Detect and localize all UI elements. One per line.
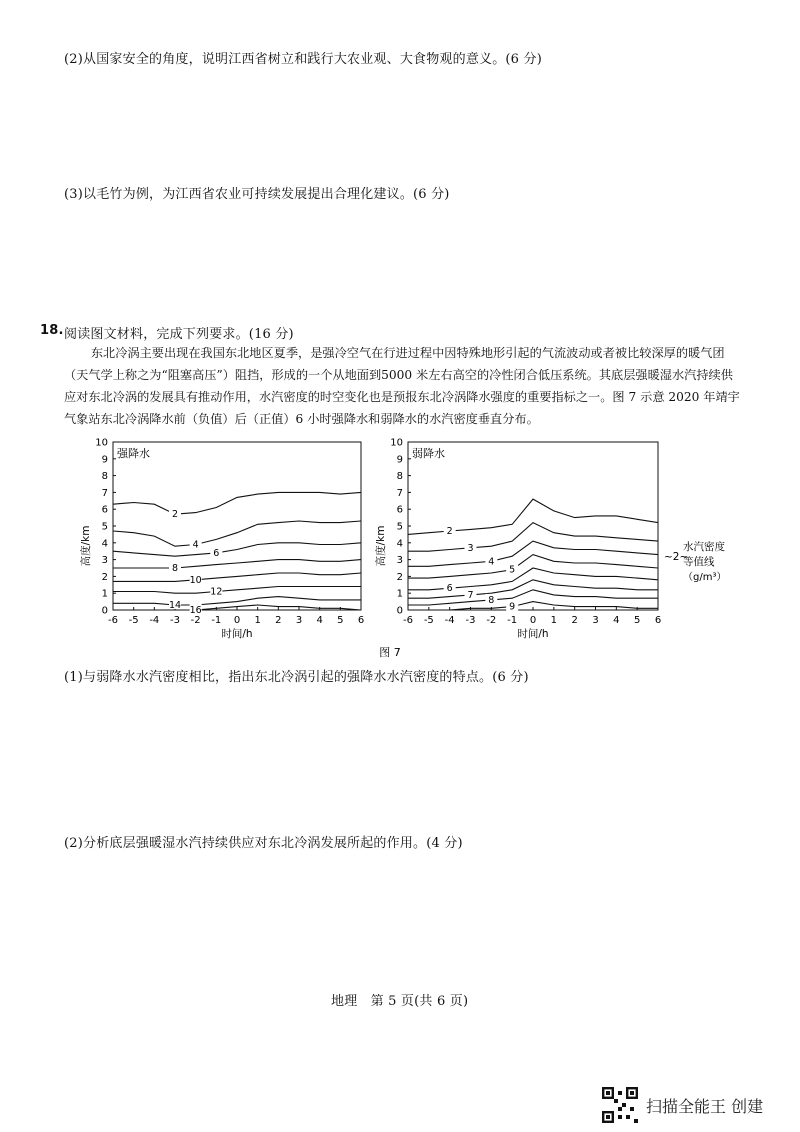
scanner-watermark: 扫描全能王 创建 [646,1097,764,1116]
y-tick-label: 1 [101,588,108,600]
contour-label: 8 [171,563,179,574]
x-tick-label: -6 [108,615,118,626]
y-tick-label: 8 [101,471,108,483]
y-tick-label: 1 [396,588,403,600]
y-tick-label: 8 [396,471,403,483]
x-tick-label: 2 [275,615,282,626]
x-tick-label: 1 [254,615,261,626]
y-tick-label: 9 [396,454,403,466]
x-tick-label: -3 [170,615,180,626]
x-tick-label: 0 [529,615,537,626]
y-axis-label: 高度/km [80,525,92,567]
x-tick-label: 2 [571,615,578,626]
contour-label: 10 [189,574,202,586]
contour-label: 6 [213,547,220,559]
plot-frame [113,442,361,610]
y-tick-label: 6 [396,504,403,516]
y-tick-label: 0 [101,605,108,617]
chart-strong-precipitation [79,438,364,641]
y-tick-label: 5 [101,521,108,533]
page-number: 地理 第 5 页(共 6 页) [331,994,469,1009]
contour-label: 7 [467,589,474,601]
legend-contour [664,540,726,583]
chart-panel-title: 弱降水 [412,447,445,460]
contour-line-5 [408,555,658,579]
contour-label: 2 [446,526,453,538]
y-tick-label: 2 [101,571,108,583]
x-tick-label: 5 [337,615,344,626]
x-tick-label: 4 [316,615,323,626]
contour-label: 14 [168,599,182,611]
legend-sample: ~2~ [664,551,689,563]
legend-unit: （g/m³） [683,572,727,583]
q17-sub3: (3)以毛竹为例，为江西省农业可持续发展提出合理化建议。(6 分) [64,187,450,202]
contour-line-8 [113,560,361,568]
q18-number: 18. [40,323,64,338]
y-tick-label: 6 [101,504,108,516]
y-tick-label: 7 [396,487,403,499]
x-tick-label: -5 [423,615,434,626]
x-tick-label: -4 [444,615,455,626]
contour-label: 5 [509,564,516,576]
y-tick-label: 5 [396,521,403,533]
contour-label: 4 [488,556,495,568]
y-tick-label: 3 [396,555,403,567]
contour-line-10 [113,573,361,581]
x-tick-label: -1 [507,615,518,626]
x-tick-label: 3 [592,615,599,626]
x-tick-label: 3 [295,615,303,626]
contour-line-4 [113,521,361,546]
x-tick-label: -4 [149,615,160,626]
x-tick-label: 0 [233,615,241,626]
y-tick-label: 4 [396,538,403,550]
x-tick-label: -6 [403,615,413,626]
x-tick-label: -5 [128,615,139,626]
contour-label: 4 [192,539,199,551]
x-tick-label: -3 [465,615,476,626]
q18-material-paragraph: 东北冷涡主要出现在我国东北地区夏季，是强冷空气在行进过程中因特殊地形引起的气流波动或者被比较深厚的暖气团（天气学上称之为“阻塞高压”）阻挡，形成的一个从地面到5000 米左右高空的冷性闭合低压系统。其底层强暖湿水汽持续供应对东北冷涡的发展具有推动作用，水汽密度的时空变化也是预报东北冷涡降水强度的重要指标之一。图 7 示意 2020 年靖宇气象站东北冷涡降水前（负值）后（正值）6 小时强降水和弱降水的水汽密度垂直分布。 [64,346,740,426]
y-tick-label: 0 [396,605,403,617]
contour-label: 6 [446,583,453,595]
x-tick-label: 5 [633,615,641,626]
y-tick-label: 3 [101,555,108,567]
x-tick-label: -2 [190,615,201,626]
qr-code-icon [602,1087,638,1123]
contour-label: 12 [210,586,223,598]
x-tick-label: -2 [486,615,497,626]
x-axis-label: 时间/h [517,628,549,640]
contour-label: 16 [189,605,202,616]
q18-heading: 阅读图文材料，完成下列要求。(16 分) [64,327,294,342]
x-tick-label: 6 [654,615,662,626]
x-axis-label: 时间/h [221,628,253,640]
legend-label: 等值线 [683,556,715,568]
contour-label: 3 [467,542,474,554]
chart-weak-precipitation [374,438,661,641]
figure-caption: 图 7 [379,646,401,659]
legend-title: 水汽密度 [683,541,725,553]
q18-sub2: (2)分析底层强暖湿水汽持续供应对东北冷涡发展所起的作用。(4 分) [64,836,463,851]
y-axis-label: 高度/km [375,525,387,567]
x-tick-label: 4 [613,615,620,626]
figure-7 [0,432,800,662]
contour-line-6 [113,543,361,556]
y-tick-label: 4 [101,538,108,550]
contour-line-14 [113,597,361,605]
chart-panel-title: 强降水 [117,447,150,460]
y-tick-label: 2 [396,571,403,583]
x-tick-label: 1 [550,615,558,626]
contour-line-2 [113,492,361,514]
y-tick-label: 7 [101,487,108,499]
contour-line-12 [113,587,361,594]
q18-sub1: (1)与弱降水水汽密度相比，指出东北冷涡引起的强降水水汽密度的特点。(6 分) [64,670,529,685]
contour-line-4 [408,541,658,566]
y-tick-label: 10 [95,437,108,449]
contour-label: 8 [488,594,495,606]
x-tick-label: 6 [357,615,365,626]
y-tick-label: 9 [101,454,108,466]
q17-sub2: (2)从国家安全的角度，说明江西省树立和践行大农业观、大食物观的意义。(6 分) [64,52,542,67]
contour-label: 2 [171,509,179,521]
x-tick-label: -1 [211,615,222,626]
contour-label: 9 [509,601,516,613]
y-tick-label: 10 [390,437,403,449]
